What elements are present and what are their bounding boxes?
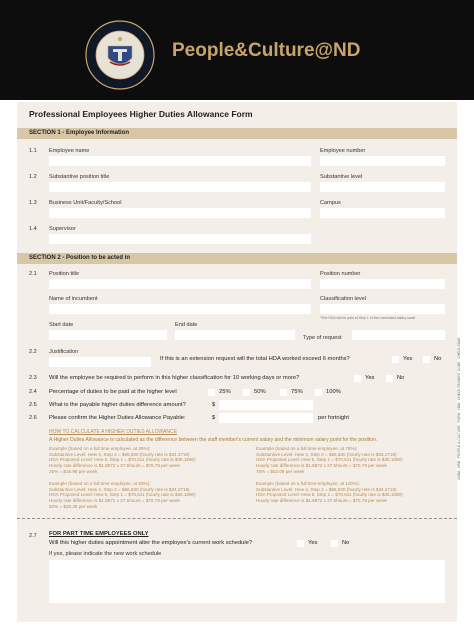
incumbent-label: Name of incumbent [49, 296, 98, 302]
classification-level-label: Classification level [320, 296, 367, 302]
campus-label: Campus [320, 200, 341, 206]
example-25: Example (based on a full time employee, at 25%): Substantive Level: Hew 4, Step 2 = $66,830 (hourly rate is $34.2718) HDA Proposed Level: Hew 5, Step 1 = $70,511 (hourly rate is $36.1590) Hourly rate difference is $1.8872 x 37.5hours = $70.78 per week 25% = $16.98 per week [49, 446, 196, 474]
position-title-label: Position title [49, 271, 80, 277]
employee-name-field[interactable] [49, 156, 311, 166]
ten-days-question: Will the employee be required to perform in this higher classification for 10 working days or more? [49, 375, 300, 381]
pct-100-label: 100% [326, 389, 341, 395]
classification-level-field[interactable] [320, 304, 445, 314]
pct-50-checkbox[interactable] [243, 389, 250, 396]
type-of-request-label: Type of request [303, 335, 342, 341]
schedule-no-label: No [342, 540, 350, 546]
justification-field[interactable] [49, 357, 151, 367]
pct-50-label: 50% [254, 389, 266, 395]
row-number: 1.1 [29, 148, 37, 154]
currency-symbol: $ [212, 402, 216, 408]
business-unit-label: Business Unit/Faculty/School [49, 200, 122, 206]
ten-days-yes-label: Yes [365, 375, 375, 381]
extension-question: If this is an extension request will the total HDA worked exceed 6 months? [160, 356, 350, 362]
calc-heading: HOW TO CALCULATE A HIGHER DUTIES ALLOWANCE [49, 429, 177, 435]
row-number: 2.1 [29, 271, 37, 277]
row-number: 2.2 [29, 349, 37, 355]
pct-75-checkbox[interactable] [280, 389, 287, 396]
row-number: 1.4 [29, 226, 37, 232]
difference-question: What is the payable higher duties difference amount? [49, 402, 186, 408]
employee-name-label: Employee name [49, 148, 90, 154]
row-number: 2.5 [29, 402, 37, 408]
campus-field[interactable] [320, 208, 445, 218]
incumbent-field[interactable] [49, 304, 311, 314]
pct-25-checkbox[interactable] [208, 389, 215, 396]
schedule-no-checkbox[interactable] [331, 540, 338, 547]
substantive-level-field[interactable] [320, 182, 445, 192]
section1-label: SECTION 1 - Employee Information [29, 130, 130, 136]
allowance-question: Please confirm the Higher Duties Allowance Payable: [49, 415, 186, 421]
row-number: 2.3 [29, 375, 37, 381]
schedule-yes-label: Yes [308, 540, 318, 546]
part-time-question: Will this higher duties appointment alter the employee's current work schedule? [49, 540, 253, 546]
end-date-field[interactable] [175, 330, 295, 340]
part-time-heading: FOR PART TIME EMPLOYEES ONLY [49, 531, 149, 537]
university-logo [85, 20, 155, 90]
pct-75-label: 75% [291, 389, 303, 395]
substantive-position-field[interactable] [49, 182, 311, 192]
start-date-label: Start date [49, 322, 74, 328]
calc-intro: A Higher Duties Allowance is calculated as the difference between the staff member's current salary and the minimum salary point for the position. [49, 437, 378, 443]
extension-yes-label: Yes [403, 356, 413, 362]
substantive-level-label: Substantive level [320, 174, 363, 180]
end-date-label: End date [175, 322, 198, 328]
supervisor-field[interactable] [49, 234, 311, 244]
pct-100-checkbox[interactable] [315, 389, 322, 396]
position-number-field[interactable] [320, 279, 445, 289]
substantive-position-label: Substantive position title [49, 174, 110, 180]
row-number: 2.7 [29, 533, 37, 539]
ten-days-no-checkbox[interactable] [386, 375, 393, 382]
pct-25-label: 25% [219, 389, 231, 395]
ten-days-yes-checkbox[interactable] [354, 375, 361, 382]
position-title-field[interactable] [49, 279, 311, 289]
supervisor-label: Supervisor [49, 226, 76, 232]
example-100: Example (based on a full time employee, at 100%): Substantive Level: Hew 4, Step 2 = $66,830 (hourly rate is $34.2718) HDA Proposed Level: Hew 5, Step 1 = $70,511 (hourly rate is $36.1590) Hourly rate difference is $1.8872 x 37.5hours = $70.78 per week [256, 481, 403, 504]
hda-note: *The HDA will be paid at Step 1 of the nominated salary scale [320, 316, 416, 320]
per-fortnight-label: per fortnight [318, 415, 349, 421]
difference-amount-field[interactable] [219, 400, 313, 410]
allowance-amount-field[interactable] [219, 413, 313, 423]
new-schedule-field[interactable] [49, 560, 445, 603]
schedule-yes-checkbox[interactable] [297, 540, 304, 547]
section2-label: SECTION 2 - Position to be acted in [29, 255, 131, 261]
extension-no-checkbox[interactable] [423, 356, 430, 363]
ten-days-no-label: No [397, 375, 405, 381]
example-50: Example (based on a full time employee, at 50%): Substantive Level: Hew 4, Step 2 = $66,830 (hourly rate is $34.2718) HDA Proposed Level: Hew 5, Step 1 = $70,511 (hourly rate is $36.1590) Hourly rate difference is $1.8872 x 37.5hours = $70.78 per week 50% = $35.39 per week [49, 481, 196, 509]
side-reference-text: UNDA - HRD · PEOPLE & CULTURE · FORM · HDA · CHECK PAYMENT CODE · CHECK PAGE [457, 337, 461, 480]
row-number: 1.2 [29, 174, 37, 180]
new-schedule-label: If yes, please indicate the new work schedule [49, 551, 162, 557]
type-of-request-field[interactable] [352, 330, 445, 340]
employee-number-label: Employee number [320, 148, 366, 154]
justification-label: Justification [49, 349, 79, 355]
start-date-field[interactable] [49, 330, 167, 340]
divider-dashed [17, 518, 457, 519]
business-unit-field[interactable] [49, 208, 311, 218]
brand-title: People&Culture@ND [172, 40, 361, 61]
row-number: 2.4 [29, 389, 37, 395]
employee-number-field[interactable] [320, 156, 445, 166]
percentage-question: Percentage of duties to be paid at the higher level [49, 389, 177, 395]
row-number: 2.6 [29, 415, 37, 421]
example-75: Example (based on a full time employee, at 75%): Substantive Level: Hew 4, Step 2 = $66,830 (hourly rate is $34.2718) HDA Proposed Level: Hew 5, Step 1 = $70,511 (hourly rate is $36.1590) Hourly rate difference is $1.8872 x 37.5hours = $70.78 per week 75% = $53.09 per week [256, 446, 403, 474]
row-number: 1.3 [29, 200, 37, 206]
position-number-label: Position number [320, 271, 361, 277]
extension-no-label: No [434, 356, 442, 362]
extension-yes-checkbox[interactable] [392, 356, 399, 363]
form-title: Professional Employees Higher Duties Allowance Form [29, 109, 253, 119]
currency-symbol: $ [212, 415, 216, 421]
